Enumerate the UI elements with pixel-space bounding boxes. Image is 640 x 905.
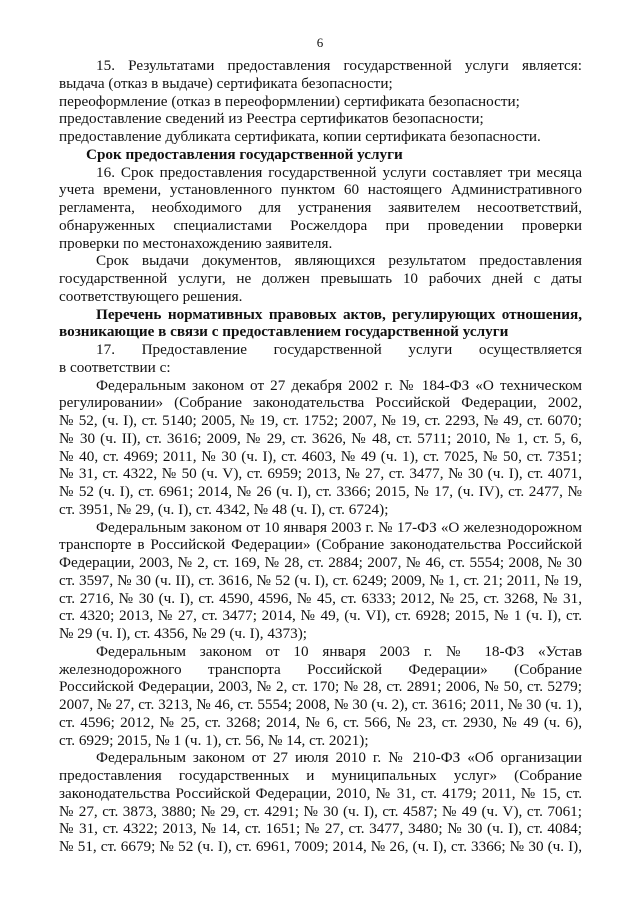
text-line: возникающие в связи с предоставлением государственной услуги — [59, 323, 509, 341]
text-line: соответствующего решения. — [59, 287, 243, 305]
text-line: транспорте в Российской Федерации» (Собрание законодательства Российской — [59, 536, 582, 554]
text-line: ст. 4596; 2012, № 25, ст. 3268; 2014, № 6, ст. 566, № 23, ст. 2930, № 49 (ч. 6), — [59, 713, 582, 731]
text-line: регламента, необходимого для устранения заявителем несоответствий, — [59, 199, 582, 216]
text-line: Федеральным законом от 10 января 2003 г. № 17-ФЗ «О железнодорожном — [96, 518, 582, 536]
text-line: 2007, № 27, ст. 3213, № 46, ст. 5554; 2008, № 30 (ч. 2), ст. 3616; 2011, № 30 (ч. 1), — [59, 696, 582, 713]
text-line: государственной услуги, не должен превышать 10 рабочих дней с даты — [59, 270, 582, 287]
text-line: ст. 3597, № 30 (ч. II), ст. 3616, № 52 (ч. I), ст. 6249; 2009, № 1, ст. 21; 2011, № 19, — [59, 571, 582, 589]
text-line: регулировании» (Собрание законодательства Российской Федерации, 2002, — [59, 394, 582, 412]
text-line: предоставления государственных и муниципальных услуг» (Собрание — [59, 767, 582, 784]
text-line: № 30 (ч. II), ст. 3616; 2009, № 29, ст. 3626, № 48, ст. 5711; 2010, № 1, ст. 5, 6, — [59, 429, 582, 447]
text-line: проверки по местонахождению заявителя. — [59, 234, 333, 252]
text-line: Федерации, 2003, № 2, ст. 169, № 28, ст. 2884; 2007, № 46, ст. 5554; 2008, № 30 — [59, 554, 582, 571]
text-line: № 40, ст. 4969; 2011, № 30 (ч. I), ст. 4603, № 49 (ч. 1), ст. 7025, № 50, ст. 7351; — [59, 447, 582, 465]
text-line: предоставление сведений из Реестра сертификатов безопасности; — [59, 110, 484, 128]
text-line: в соответствии с: — [59, 358, 171, 376]
text-line: ст. 2716, № 30 (ч. I), ст. 4590, 4596, № 45, ст. 6333; 2012, № 25, ст. 3268, № 31, — [59, 589, 582, 607]
text-line: законодательства Российской Федерации, 2010, № 31, ст. 4179; 2011, № 15, ст. — [59, 784, 582, 802]
text-line: выдача (отказ в выдаче) сертификата безопасности; — [59, 74, 393, 92]
page-number: 6 — [316, 35, 324, 50]
text-line: Срок предоставления государственной услуги — [86, 145, 403, 163]
text-line: железнодорожного транспорта Российской Федерации» (Собрание — [59, 660, 582, 678]
text-line: № 31, ст. 4322; 2013, № 14, ст. 1651; № 27, ст. 3477, 3480; № 30 (ч. I), ст. 4084; — [59, 820, 582, 838]
text-line: обнаруженных специалистами Росжелдора при проведении проверки — [59, 216, 582, 234]
text-line: Федеральным законом от 27 декабря 2002 г. № 184-ФЗ «О техническом — [96, 376, 582, 394]
text-line: Федеральным законом от 27 июля 2010 г. № 210-ФЗ «Об организации — [96, 749, 582, 767]
text-line: ст. 3951, № 29, (ч. I), ст. 4342, № 48 (ч. I), ст. 6724); — [59, 500, 389, 518]
text-line: учета времени, установленного пунктом 60 настоящего Административного — [59, 181, 582, 199]
text-line: Российской Федерации, 2003, № 2, ст. 170; № 28, ст. 2891; 2006, № 50, ст. 5279; — [59, 678, 582, 696]
text-line: Федеральным законом от 10 января 2003 г. № 18-ФЗ «Устав — [96, 642, 582, 660]
text-line: Срок выдачи документов, являющихся результатом предоставления — [96, 252, 582, 270]
text-line: 17. Предоставление государственной услуги осуществляется — [96, 341, 582, 358]
text-line: Перечень нормативных правовых актов, регулирующих отношения, — [96, 305, 582, 323]
text-line: ст. 6929; 2015, № 1 (ч. 1), ст. 56, № 14, ст. 2021); — [59, 731, 369, 749]
text-line: предоставление дубликата сертификата, копии сертификата безопасности. — [59, 128, 541, 145]
text-line: 15. Результатами предоставления государственной услуги является: — [96, 57, 582, 74]
text-line: ст. 4320; 2013, № 27, ст. 3477; 2014, № 49, (ч. VI), ст. 6928; 2015, № 1 (ч. I), ст. — [59, 607, 582, 625]
text-line: № 52 (ч. I), ст. 6961; 2014, № 26 (ч. I), ст. 3366; 2015, № 17, (ч. IV), ст. 2477, № — [59, 483, 582, 500]
text-line: № 51, ст. 6679; № 52 (ч. I), ст. 6961, 7009; 2014, № 26, (ч. I), ст. 3366; № 30 (ч. I), — [59, 838, 582, 855]
text-line: № 29 (ч. I), ст. 4356, № 29 (ч. I), 4373); — [59, 625, 307, 642]
text-line: 16. Срок предоставления государственной услуги составляет три месяца — [96, 163, 582, 181]
text-line: переоформление (отказ в переоформлении) сертификата безопасности; — [59, 92, 520, 110]
text-line: № 52, (ч. I), ст. 5140; 2005, № 19, ст. 1752; 2007, № 19, ст. 2293, № 49, ст. 6070; — [59, 412, 582, 429]
text-line: № 27, ст. 3873, 3880; № 29, ст. 4291; № 30 (ч. I), ст. 4587; № 49 (ч. V), ст. 7061; — [59, 802, 582, 820]
text-line: № 31, ст. 4322, № 50 (ч. V), ст. 6959; 2013, № 27, ст. 3477, № 30 (ч. I), ст. 4071, — [59, 465, 582, 483]
